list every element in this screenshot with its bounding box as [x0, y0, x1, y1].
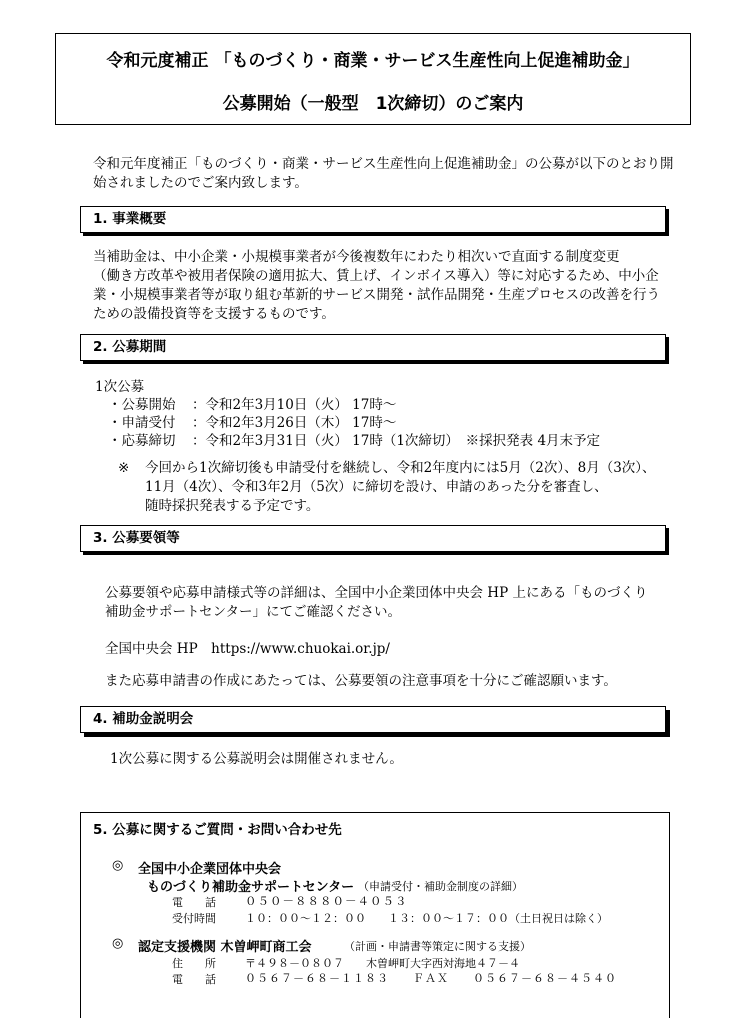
contact1-mark: ◎	[112, 858, 124, 873]
section-2-heading: 2. 公募期間	[80, 334, 666, 361]
body-line: 補助金サポートセンター」にてご確認ください。	[105, 604, 402, 620]
schedule-accept-label: ・申請受付	[108, 415, 176, 431]
section-5-heading: 5. 公募に関するご質問・お問い合わせ先	[80, 812, 670, 848]
contact1-center-note: （申請受付・補助金制度の詳細）	[358, 880, 523, 893]
contact1-org: 全国中小企業団体中央会	[138, 862, 282, 877]
section-4-heading: 4. 補助金説明会	[80, 706, 666, 733]
page-title: 令和元度補正 「ものづくり・商業・サービス生産性向上促進補助金」	[106, 51, 640, 71]
contact2-org: 認定支援機関 木曽岬町商工会	[138, 940, 312, 955]
note-line: 随時採択発表する予定です。	[145, 498, 320, 514]
contact2-tel-label: 電 話	[172, 973, 216, 986]
body-line: 業・小規模事業者等が取り組む革新的サービス開発・試作品開発・生産プロセスの改善を行う	[93, 287, 660, 303]
notice-text: また応募申請書の作成にあたっては、公募要領の注意事項を十分にご確認願います。	[105, 673, 617, 689]
schedule-note	[145, 459, 656, 516]
body-line: （働き方改革や被用者保険の適用拡大、賃上げ、インボイス導入）等に対応するため、中小企	[93, 268, 659, 284]
title-box	[55, 33, 691, 125]
page-subtitle: 公募開始（一般型 1次締切）のご案内	[222, 94, 524, 114]
contact1-tel-label: 電 話	[172, 896, 216, 909]
note-line: 11月（4次）、令和3年2月（5次）に締切を設け、申請のあった分を審査し、	[145, 479, 608, 495]
round-label: 1次公募	[95, 379, 145, 395]
schedule-deadline-label: ・応募締切	[108, 433, 176, 449]
note-line: 今回から1次締切後も申請受付を継続し、令和2年度内には5月（2次）、8月（3次）、	[145, 460, 656, 476]
intro-line: 令和元年度補正「ものづくり・商業・サービス生産性向上促進補助金」の公募が以下のとおり開	[93, 156, 674, 172]
schedule-start-label: ・公募開始	[108, 397, 176, 413]
schedule-start-value: ：令和2年3月10日（火） 17時～	[192, 397, 397, 413]
contact1-hours: １０：００～１２：００ １３：００～１７：００（土日祝日は除く）	[245, 912, 608, 925]
section-4-body: 1次公募に関する公募説明会は開催されません。	[110, 751, 403, 767]
contact2-tel-fax[interactable]: ０５６７－６８－１１８３ ＦＡＸ ０５６７－６８－４５４０	[245, 972, 617, 985]
contact1-tel[interactable]: ０５０－８８８０－４０５３	[245, 894, 408, 908]
contact2-org-note: （計画・申請書等策定に関する支援）	[344, 940, 531, 953]
section-1-body	[93, 248, 660, 324]
contact2-addr: 〒４９８－０８０７ 木曽岬町大字西対海地４７－４	[245, 957, 520, 970]
section-1-heading: 1. 事業概要	[80, 206, 666, 233]
intro-paragraph	[93, 155, 674, 193]
section-3-body	[105, 584, 647, 622]
contact1-hours-label: 受付時間	[172, 912, 216, 925]
section-3-heading: 3. 公募要領等	[80, 525, 666, 552]
contact1-center: ものづくり補助金サポートセンター	[147, 880, 355, 895]
hp-link[interactable]: 全国中央会 HP https://www.chuokai.or.jp/	[105, 641, 390, 657]
note-mark: ※	[118, 460, 130, 476]
intro-line: 始されましたのでご案内致します。	[93, 175, 308, 191]
body-line: ための設備投資等を支援するものです。	[93, 306, 335, 322]
schedule-accept-value: ：令和2年3月26日（木） 17時～	[192, 415, 397, 431]
schedule-deadline-value: ：令和2年3月31日（火） 17時（1次締切） ※採択発表 4月末予定	[192, 433, 601, 449]
contact2-mark: ◎	[112, 936, 124, 951]
body-line: 公募要領や応募申請様式等の詳細は、全国中小企業団体中央会 HP 上にある「ものづくり	[105, 585, 648, 601]
body-line: 当補助金は、中小企業・小規模事業者が今後複数年にわたり相次いで直面する制度変更	[93, 249, 620, 265]
contact2-addr-label: 住 所	[172, 957, 216, 970]
